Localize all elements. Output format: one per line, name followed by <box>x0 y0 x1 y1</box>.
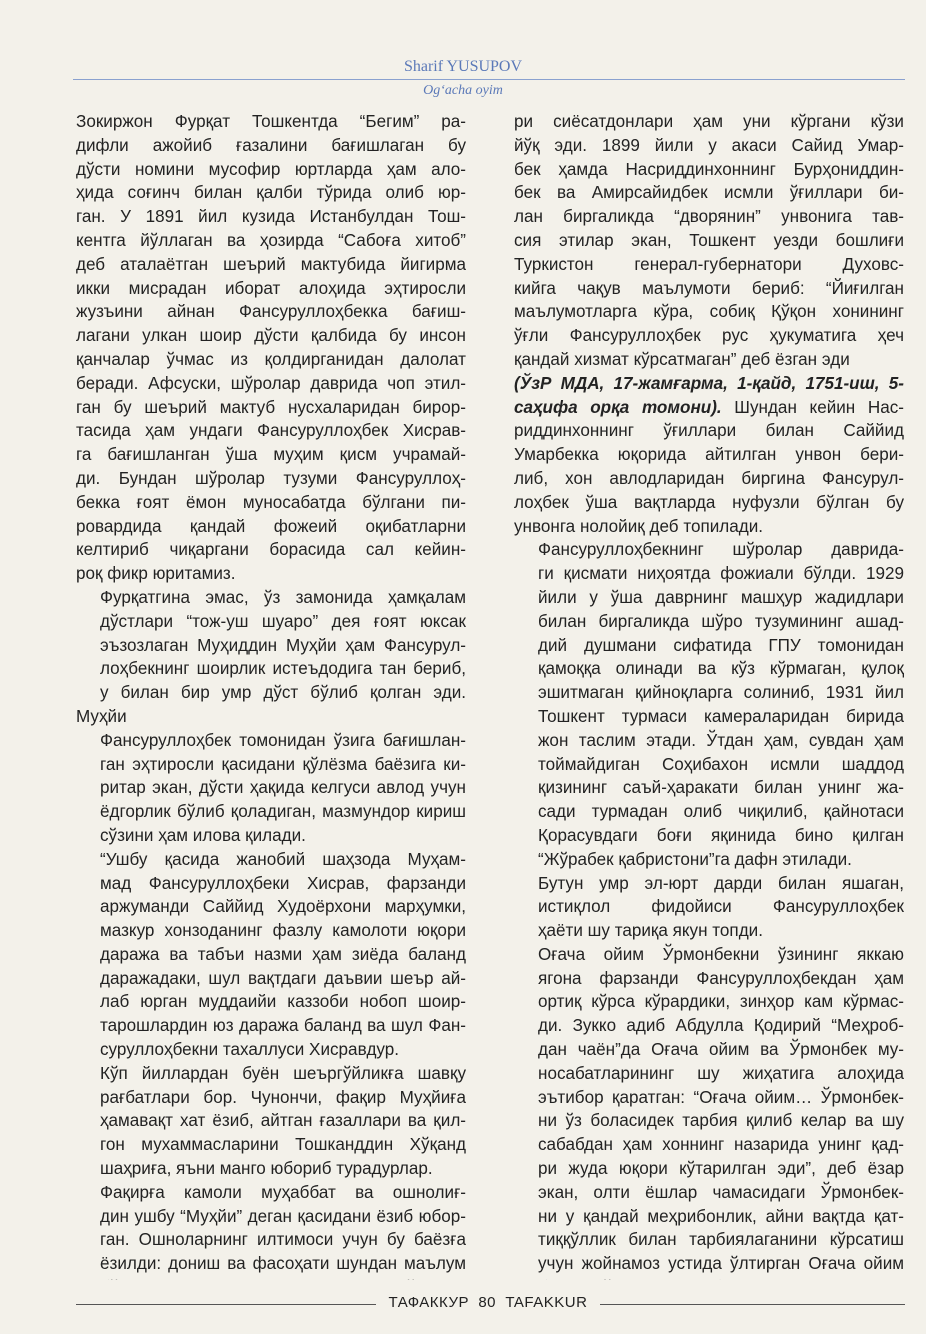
text-line <box>514 396 904 420</box>
text-line: лагани улкан шоир дўсти қалбида бу инсон <box>76 326 466 346</box>
text-line: тоймайдиган Соҳибахон исмли шаддод <box>538 754 904 774</box>
text-line: рағбатлари бор. Чунончи, фақир Муҳйиға <box>100 1087 466 1107</box>
text-line: деб аталаётган шеърий мактубида йигирма <box>76 254 466 274</box>
text-line: Фурқатгина эмас, ўз замонида ҳамқалам <box>100 587 466 607</box>
text-line: бекка ғоят ёмон муносабатда бўлгани пи- <box>76 492 466 512</box>
running-head-author: Sharif YUSUPOV <box>403 58 523 75</box>
text-line: либ, хон авлодларидан биргина Фансурул- <box>514 468 904 488</box>
journal-name-cyrillic: ТАФАККУР <box>388 1294 469 1311</box>
text-line: ди. Зукко адиб Абдулла Қодирий “Меҳроб- <box>538 1016 904 1036</box>
right-column <box>514 110 904 1280</box>
text-line: йўқ эди. 1899 йили у акаси Сайид Умар- <box>514 135 904 155</box>
text-line: ягона фарзанди Фансуруллоҳбекдан ҳам <box>538 968 904 988</box>
text-line: ган бу шеърий мактуб нусхаларидан бирор- <box>76 397 466 417</box>
text-line: икки мисрадан иборат алоҳида эҳтиросли <box>76 278 466 298</box>
paragraph <box>76 110 466 586</box>
text-line: Бутун умр эл-юрт дарди билан яшаган, <box>538 873 904 893</box>
text-line: қандай хизмат кўрсатмаган” деб ёзган эди <box>514 349 850 369</box>
paragraph <box>514 872 904 943</box>
text-line: унвонга нолойиқ деб топилади. <box>514 516 764 536</box>
text-line: у билан бир умр дўст бўлиб қолган эди. Муҳйи <box>76 683 466 726</box>
text-line: эшитмаган қийноқларга солиниб, 1931 йил <box>538 683 904 703</box>
text-line: дин ушбу “Муҳйи” деган қасидани ёзиб юбор- <box>100 1206 466 1226</box>
footer-rule-left <box>76 1304 376 1305</box>
text-line: мазкур хонзоданинг фазлу камолоти юқори <box>100 921 466 941</box>
text-line <box>514 372 904 396</box>
text-line: сўзини ҳам илова қилади. <box>100 825 306 845</box>
text-line: ўғли Фансуруллоҳбек рус ҳукуматига ҳеч <box>514 326 904 346</box>
text-line: Фақирға камоли муҳаббат ва ошнолиғ- <box>100 1182 466 1202</box>
text-line: ритар экан, дўсти ҳақида келгуси авлод учун <box>100 778 466 798</box>
text-line: даражадаки, шул вақтдаги даъвии шеър ай- <box>100 968 466 988</box>
text-line: Умарбекка юқорида айтилган унвон бери- <box>514 445 904 465</box>
text-line: Фансуруллоҳбекнинг шўролар даврида- <box>538 540 904 560</box>
text-line: эътибор қаратган: “Оғача ойим… Ўрмонбек- <box>538 1087 904 1107</box>
paragraph <box>514 110 904 372</box>
left-column <box>76 110 466 1280</box>
text-line: билан биргаликда шўро тузумининг ашад- <box>538 611 904 631</box>
text-line: роқ фикр юритамиз. <box>76 564 236 584</box>
text-line: ни у қандай меҳрибонлик, айни вақтда қат- <box>538 1206 904 1226</box>
paragraph <box>514 538 904 871</box>
text-line: йили у ўша даврнинг машҳур жадидлари <box>538 587 904 607</box>
text-line: Фансуруллоҳбек томонидан ўзига бағишлан- <box>100 730 466 750</box>
text-line: ди. Бундан шўролар тузуми Фансуруллоҳ- <box>76 468 466 488</box>
text-line: лоҳбек ўша вақтларда нуфузли бўлган бу <box>514 492 904 512</box>
text-line: жон таслим этади. Ўтдан ҳам, сувдан ҳам <box>538 730 904 750</box>
journal-name-latin: TAFAKKUR <box>505 1294 588 1311</box>
text-line: гон мухаммасларини Тошканддин Хўқанд <box>100 1135 466 1155</box>
text-fragment: Шундан кейин Нас- <box>721 397 904 417</box>
text-line: лан биргаликда “дворянин” унвонига тав- <box>514 207 904 227</box>
text-line: ҳамавақт хат ёзиб, айтган ғазаллари ва қил- <box>100 1111 466 1131</box>
text-line: Туркистон генерал-губернатори Духовс- <box>514 254 904 274</box>
text-line: дан чаён”да Оғача ойим ва Ўрмонбек му- <box>538 1040 904 1060</box>
text-line: Тошкент турмаси камераларидан бирида <box>538 706 904 726</box>
footer-label <box>376 1294 600 1311</box>
paragraph <box>76 848 466 1062</box>
text-line: ги қисмати ниҳоятда фожиали бўлди. 1929 <box>538 564 904 584</box>
text-line: ган эҳтиросли қасидани қўлёзма баёзига ки- <box>100 754 466 774</box>
running-header <box>0 56 926 106</box>
page-number: 80 <box>478 1294 497 1311</box>
text-line: эъзозлаган Муҳиддин Муҳйи ҳам Фансурул- <box>100 635 466 655</box>
text-line: Зокиржон Фурқат Тошкентда “Бегим” ра- <box>76 112 466 131</box>
text-line: кийга чақув маълумоти бериб: “Йиғилган <box>514 278 904 298</box>
text-line: қамоққа олинади ва кўз кўрмаган, қулоқ <box>538 659 904 679</box>
text-line: беради. Афсуски, шўролар даврида чоп этил- <box>76 373 466 393</box>
text-line: “Жўрабек қабристони”га дафн этилади. <box>538 849 852 869</box>
text-line: ни ўз боласидек тарбия қилиб келар ва шу <box>538 1111 904 1131</box>
text-line: носабатларининг шу жиҳатига алоҳида <box>538 1063 904 1083</box>
text-line: бек ҳамда Насриддинхоннинг Бурҳониддин- <box>514 159 904 179</box>
text-line: “Ушбу қасида жанобий шаҳзода Муҳам- <box>100 849 466 869</box>
text-line: қизининг саъй-ҳаракати билан унинг жа- <box>538 778 904 798</box>
text-line: экан, олти ёшлар чамасидаги Ўрмонбек- <box>538 1182 904 1202</box>
text-line: даража ва табъи назми ҳам зиёда баланд <box>100 944 466 964</box>
text-line: кентга йўллаган ва ҳозирда “Сабоға хитоб” <box>76 230 466 250</box>
paragraph <box>76 1181 466 1280</box>
paragraph <box>76 586 466 848</box>
text-line: Кўп йиллардан буён шеъргўйликға шавқу <box>100 1063 466 1083</box>
text-line: бек ва Амирсайидбек исмли ўғиллари би- <box>514 183 904 203</box>
paragraph <box>76 1062 466 1181</box>
text-line: маълумотларга кўра, собиқ Қўқон хонининг <box>514 302 904 322</box>
text-line: ҳаёти шу тариқа якун топди. <box>538 921 763 941</box>
text-line: Оғача ойим Ўрмонбекни ўзининг яккаю <box>538 944 904 964</box>
text-line: риддинхоннинг ўғиллари билан Саййид <box>514 421 904 441</box>
text-line: лоҳбекнинг шоирлик истеъдодига тан бериб, <box>100 659 466 679</box>
text-line: ёзилди: дониш ва фасоҳати шундан маълум <box>100 1254 466 1274</box>
text-line: ҳида соғинч билан қалби тўрида олиб юр- <box>76 183 466 203</box>
text-line: шаҳриға, яъни манго юбориб турадурлар. <box>100 1159 433 1179</box>
text-line <box>514 1276 904 1280</box>
text-line: сабабдан ҳам хоннинг назарида унинг қад- <box>538 1135 904 1155</box>
text-line: аржуманди Саййид Худоёрхони марҳумки, <box>100 897 466 917</box>
text-line: учун жойнамоз устида ўлтирган Оғача ойим <box>538 1254 904 1274</box>
archive-citation: (ЎзР МДА, 17-жамғарма, 1-қайд, 1751-иш, 5- <box>514 373 904 393</box>
text-line: ри сиёсатдонлари ҳам уни кўргани кўзи <box>514 112 904 131</box>
text-line: га бағишланган ўша муҳим қисм учрамай- <box>76 445 466 465</box>
text-line: дўсти номини мусофир юртларда ҳам ало- <box>76 159 466 179</box>
text-line: ёдгорлик бўлиб қоладиган, мазмундор кириш <box>100 802 466 822</box>
text-line: мад Фансуруллоҳбеки Хисрав, фарзанди <box>100 873 466 893</box>
archive-citation: саҳифа орқа томони). <box>514 397 722 417</box>
text-line: лаб юрган муддаийи каззоби нобоп шоир- <box>100 992 466 1012</box>
text-line: дифли ажойиб ғазалини бағишлаган бу <box>76 135 466 155</box>
text-line: сади турмадан олиб чиқилиб, қайнотаси <box>538 802 904 822</box>
text-line: келтириб чиқаргани борасида сал кейин- <box>76 540 466 560</box>
page-footer <box>0 1292 926 1316</box>
text-line: сия этилар экан, Тошкент уезди бошлиғи <box>514 230 904 250</box>
text-line: тиққўллик билан тарбиялаганини кўрсатиш <box>538 1230 904 1250</box>
footer-rule-right <box>600 1304 905 1305</box>
text-line: ри жуда юқори кўтарилган эди”, деб ёзар <box>538 1159 904 1179</box>
text-line: дўстлари “тож-уш шуаро” дея ғоят юксак <box>100 611 466 631</box>
text-line: қанчалар ўчмас из қолдирганидан далолат <box>76 349 466 369</box>
running-head-title: Og‘acha oyim <box>423 83 503 98</box>
text-line: жузъини айнан Фансуруллоҳбекка бағиш- <box>76 302 466 322</box>
text-line: ган. Ошноларнинг илтимоси учун бу баёзға <box>100 1230 466 1250</box>
text-line: истиқлол фидойиси Фансуруллоҳбек <box>538 897 904 917</box>
text-line: суруллоҳбекни тахаллуси Хисравдур. <box>100 1040 400 1060</box>
text-line: Қорасувдаги боғи яқинида бино қилган <box>538 825 904 845</box>
header-rule <box>73 79 905 80</box>
paragraph <box>514 943 904 1280</box>
text-line <box>76 1276 466 1280</box>
text-line: ган. У 1891 йил кузида Истанбулдан Тош- <box>76 207 466 227</box>
text-line: дий душмани сифатида ГПУ томонидан <box>538 635 904 655</box>
text-line: ровардида қандай фожеий оқибатларни <box>76 516 466 536</box>
text-line: тасида ҳам ундаги Фансуруллоҳбек Хисрав- <box>76 421 466 441</box>
paragraph <box>514 372 904 539</box>
text-line: ортиқ кўрса кўрардики, зинҳор кам кўрмас- <box>538 992 904 1012</box>
text-line: тарошлардин юз даража баланд ва шул Фан- <box>100 1016 466 1036</box>
